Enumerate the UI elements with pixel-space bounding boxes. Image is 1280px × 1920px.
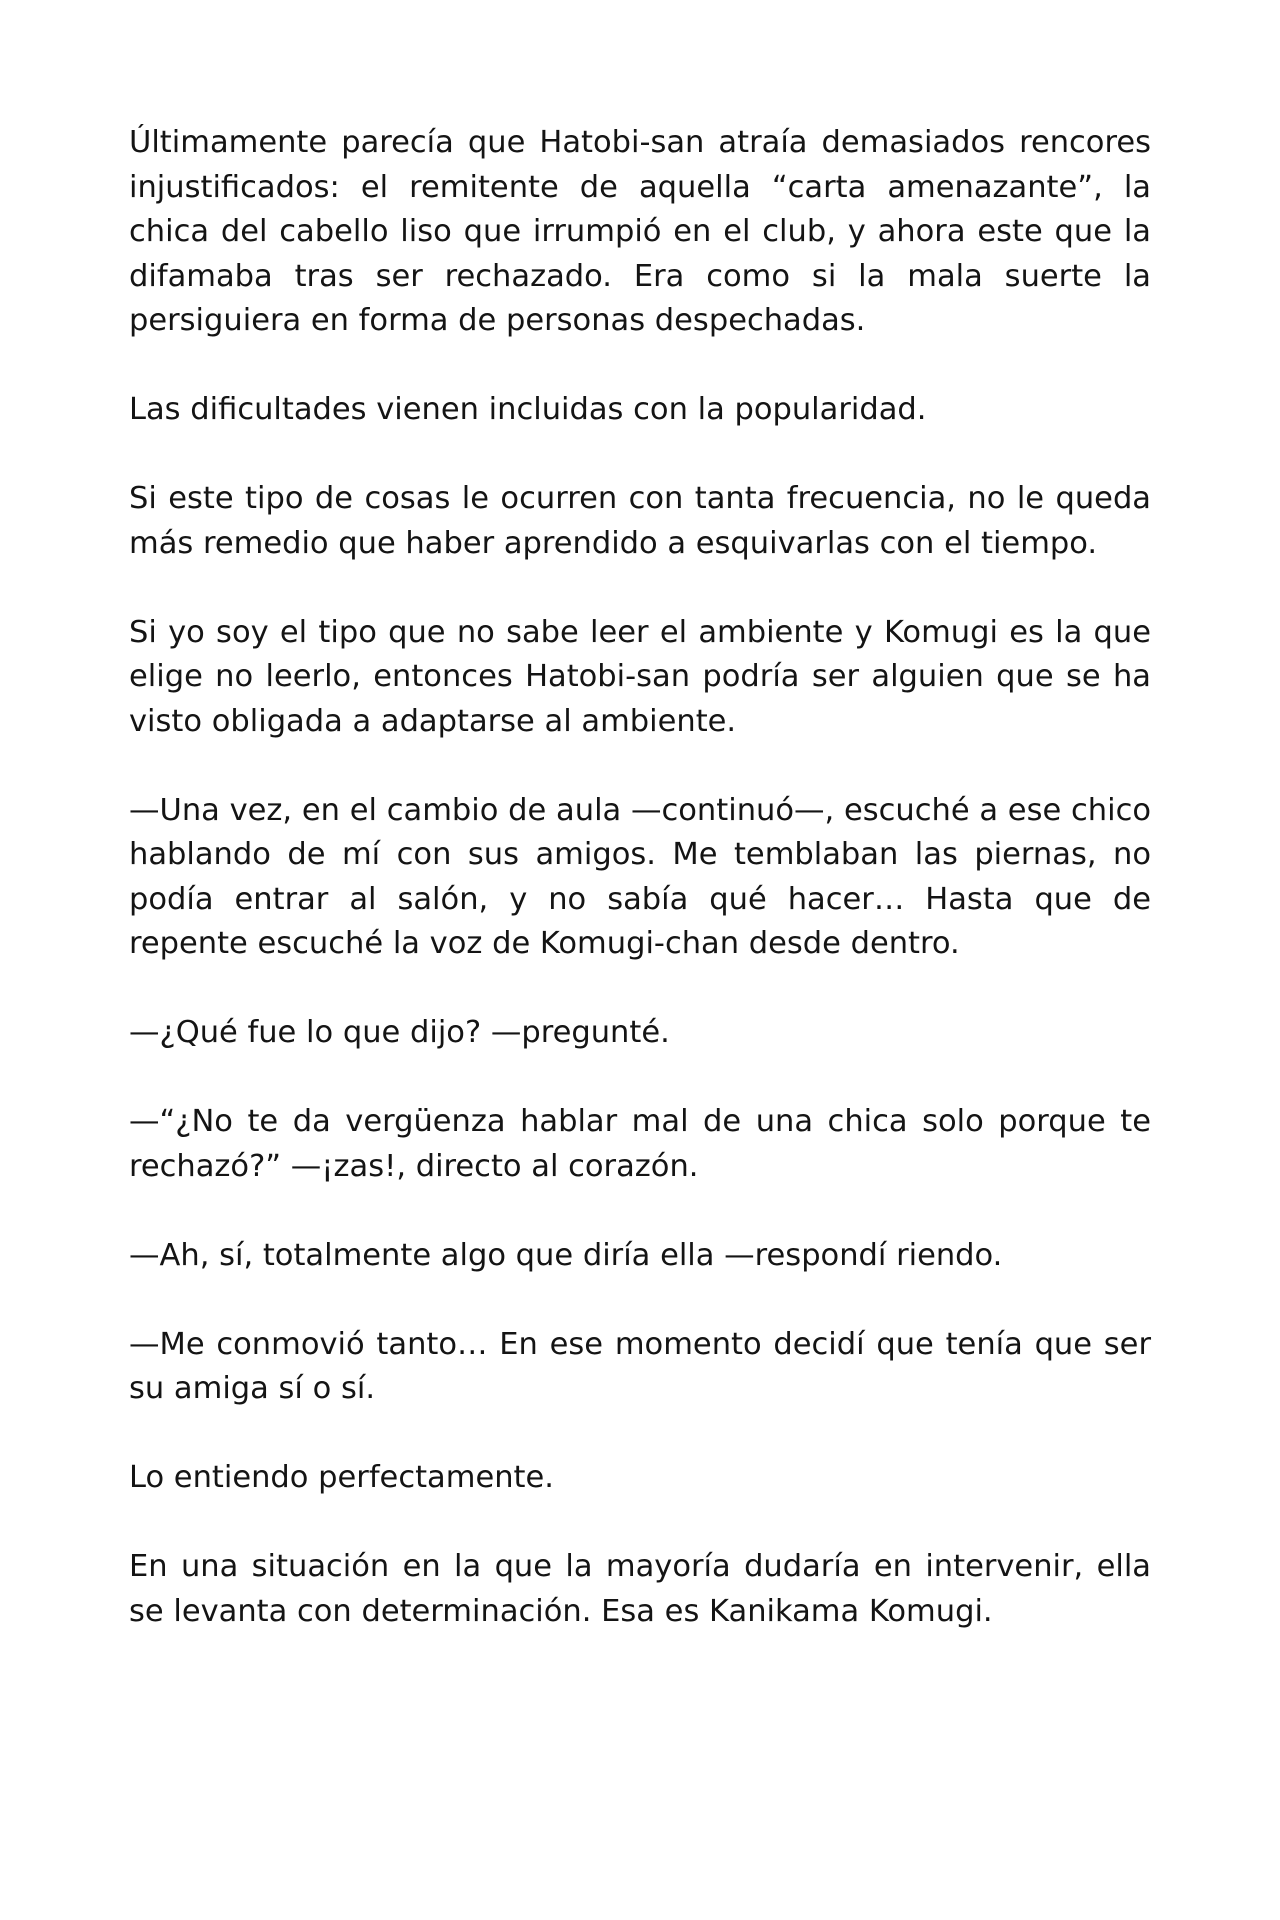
paragraph-dialogue: —Ah, sí, totalmente algo que diría ella —respondí riendo. [129, 1237, 1003, 1273]
paragraph-dialogue: —“¿No te da vergüenza hablar mal de una chica solo porque te rechazó?” —¡zas!, directo al corazón. [129, 1104, 1151, 1184]
paragraph-dialogue: —Me conmovió tanto… En ese momento decidí que tenía que ser su amiga sí o sí. [129, 1326, 1151, 1406]
paragraph-dialogue: —¿Qué fue lo que dijo? —pregunté. [129, 1015, 670, 1050]
paragraph-narration: Las dificultades vienen incluidas con la popularidad. [129, 392, 927, 427]
document-page [129, 121, 1151, 1634]
paragraph-narration: Si yo soy el tipo que no sabe leer el ambiente y Komugi es la que elige no leerlo, entonces Hatobi-san podría ser alguien que se ha visto obligada a adaptarse al ambiente. [129, 614, 1151, 739]
paragraph-narration: En una situación en la que la mayoría dudaría en intervenir, ella se levanta con determinación. Esa es Kanikama Komugi. [129, 1549, 1151, 1629]
paragraph-narration: Últimamente parecía que Hatobi-san atraía demasiados rencores injustificados: el remitente de aquella “carta amenazante”, la chica del cabello liso que irrumpió en el club, y ahora este que la difamaba tras ser rechazado. Era como si la mala suerte la persiguiera en forma de personas despechadas. [129, 125, 1151, 338]
paragraph-narration: Lo entiendo perfectamente. [129, 1460, 554, 1495]
paragraph-dialogue: —Una vez, en el cambio de aula —continuó—, escuché a ese chico hablando de mí con sus amigos. Me temblaban las piernas, no podía entrar al salón, y no sabía qué hacer… Hasta que de repente escuché la voz de Komugi-chan desde dentro. [129, 792, 1151, 961]
paragraph-narration: Si este tipo de cosas le ocurren con tanta frecuencia, no le queda más remedio que haber aprendido a esquivarlas con el tiempo. [129, 481, 1151, 561]
